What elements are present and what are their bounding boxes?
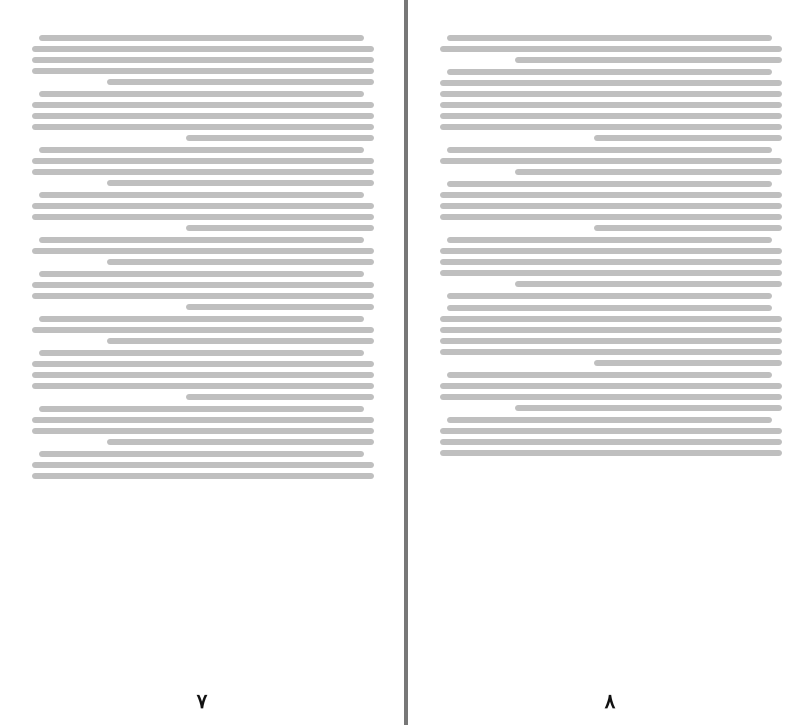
paragraph [32, 192, 374, 231]
paragraph [32, 316, 374, 344]
page-left [0, 0, 404, 725]
paragraph [32, 237, 374, 265]
paragraph [32, 91, 374, 141]
page-number: ۷ [196, 689, 208, 713]
paragraph [32, 35, 374, 85]
paragraph [32, 406, 374, 445]
paragraph [440, 147, 782, 175]
paragraph [440, 293, 782, 299]
paragraph [32, 350, 374, 400]
page-left-body [32, 30, 374, 675]
paragraph [440, 417, 782, 456]
paragraph [440, 237, 782, 287]
paragraph [32, 271, 374, 310]
paragraph [32, 451, 374, 479]
paragraph [440, 372, 782, 411]
paragraph [440, 305, 782, 366]
page-right [408, 0, 812, 725]
page-right-body [440, 30, 782, 675]
paragraph [440, 35, 782, 63]
paragraph [32, 147, 374, 186]
paragraph [440, 69, 782, 141]
page-number: ۸ [604, 689, 616, 713]
paragraph [440, 181, 782, 231]
